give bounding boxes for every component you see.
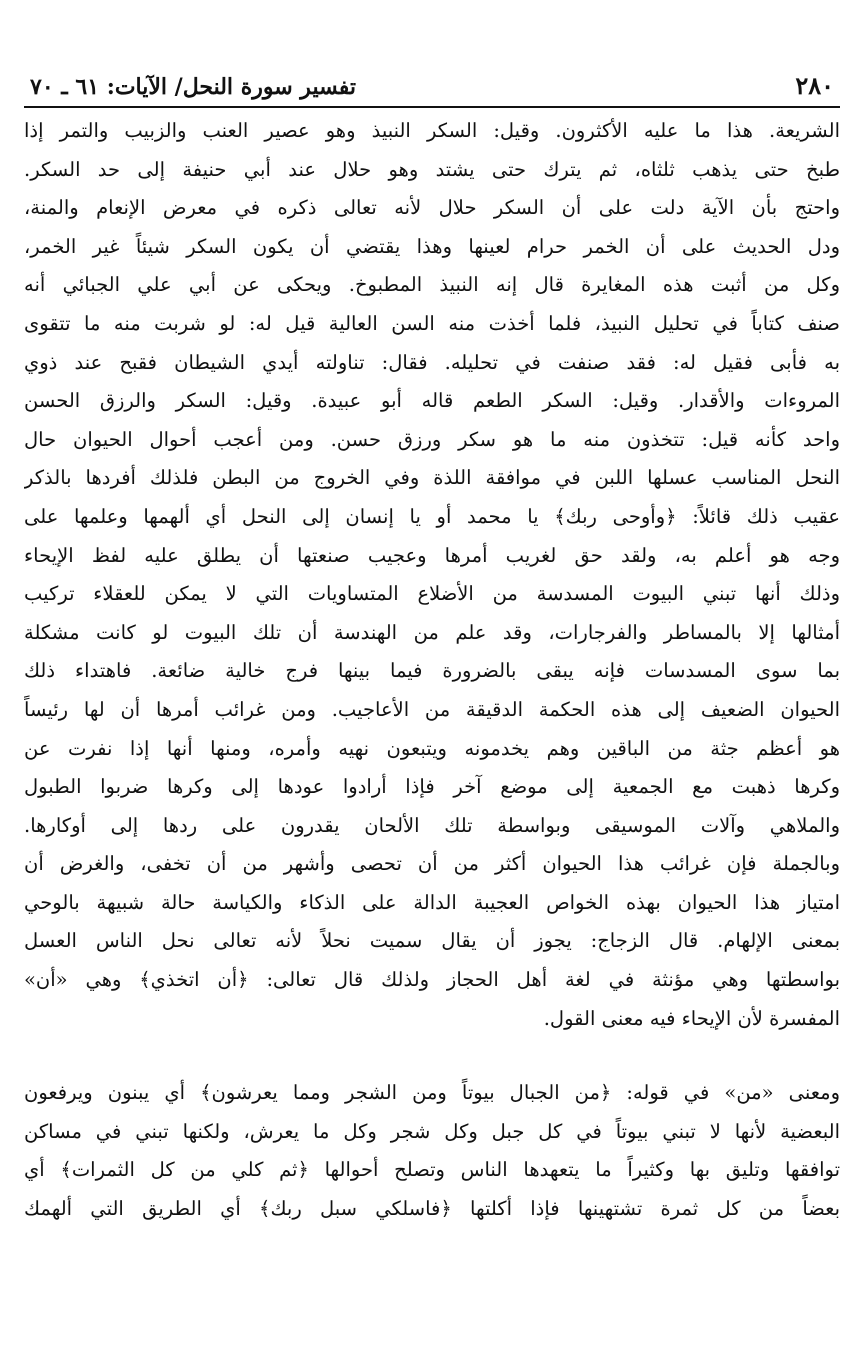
body-text [24,112,840,1229]
text-line: المروءات والأقدار. وقيل: السكر الطعم قاله أبو عبيدة. وقيل: السكر والرزق الحسن [24,389,840,413]
text-line: وبالجملة فإن غرائب هذا الحيوان أكثر من أن تحصى وأشهر من أن تخفى، والغرض أن [24,852,840,876]
text-line: أمثالها إلا بالمساطر والفرجارات، وقد علم من الهندسة أن تلك البيوت لو كانت مشكلة [24,620,840,644]
text-line: والملاهي وآلات الموسيقى وبواسطة تلك الألحان يقدرون على ردها إلى أوكارها. [24,813,840,837]
text-line: واحد كأنه قيل: تتخذون منه ما هو سكر ورزق حسن. ومن أعجب أحوال الحيوان حال [24,427,840,451]
text-line: بما سوى المسدسات فإنه يبقى بالضرورة فيما بينها فرج خالية ضائعة. فاهتداء ذلك [24,659,840,683]
document-page [24,62,840,1352]
text-line: بعضاً من كل ثمرة تشتهينها فإذا أكلتها ﴿فاسلكي سبل ربك﴾ أي الطريق التي ألهمك [24,1197,840,1221]
text-line: وكرها ذهبت مع الجمعية إلى موضع آخر فإذا أرادوا عودها إلى وكرها ضربوا الطبول [24,775,840,799]
page-number: ٢٨٠ [795,71,834,100]
running-title: تفسير سورة النحل/ الآيات: ٦١ ـ ٧٠ [30,74,356,100]
paragraph-1 [24,112,840,1038]
text-line: ودل الحديث على أن الخمر حرام لعينها وهذا يقتضي أن يكون السكر شيئاً غير الخمر، [24,234,840,258]
page-header [24,62,840,108]
text-line: توافقها وتليق بها وكثيراً ما يتعهدها الناس وتصلح أحوالها ﴿ثم كلي من كل الثمرات﴾ أي [24,1158,840,1182]
text-line: الشريعة. هذا ما عليه الأكثرون. وقيل: السكر النبيذ وهو عصير العنب والزبيب والتمر إذا [24,119,840,142]
text-line: امتياز هذا الحيوان بهذه الخواص العجيبة الدالة على الذكاء والكياسة حالة شبيهة بالوحي [24,890,840,914]
text-line: البعضية لأنها لا تبني بيوتاً في كل جبل وكل شجر وكل ما يعرش، ولكنها تبني في مساكن [24,1119,840,1143]
text-line: طبخ حتى يذهب ثلثاه، ثم يترك حتى يشتد وهو حلال عند أبي حنيفة إلى حد السكر. [24,157,840,181]
text-line: واحتج بأن الآية دلت على أن السكر حلال لأنه تعالى ذكره في معرض الإنعام والمنة، [24,196,840,220]
text-line: وجه هو أعلم به، ولقد حق لغريب أمرها وعجيب صنعتها أن يطلق عليه لفظ الإيحاء [24,543,840,567]
text-line: النحل المناسب عسلها اللبن في موافقة اللذة وفي الخروج من البطن فلذلك أفردها بالذكر [24,466,840,490]
text-line: بمعنى الإلهام. قال الزجاج: يجوز أن يقال سميت نحلاً لأنه تعالى نحل الناس العسل [24,929,840,953]
text-line: صنف كتاباً في تحليل النبيذ، فلما أخذت منه السن العالية قيل له: لو شربت منه ما تتقوى [24,311,840,335]
text-line: وكل من أثبت هذه المغايرة قال إنه النبيذ المطبوخ. ويحكى عن أبي علي الجبائي أنه [24,273,840,297]
text-line: وذلك أنها تبني البيوت المسدسة من الأضلاع المتساويات التي لا يمكن للعقلاء تركيب [24,582,840,606]
text-line: بواسطتها وهي مؤنثة في لغة أهل الحجاز ولذلك قال تعالى: ﴿أن اتخذي﴾ وهي «أن» [24,968,840,992]
paragraph-gap [24,1038,840,1074]
text-line: هو أعظم جثة من الباقين وهم يخدمونه ويتبعون نهيه وأمره، ومنها أنها إذا نفرت عن [24,736,840,760]
text-line: الحيوان الضعيف إلى هذه الحكمة الدقيقة من الأعاجيب. ومن غرائب أمرها أن لها رئيساً [24,697,840,721]
paragraph-2 [24,1074,840,1228]
text-line: المفسرة لأن الإيحاء فيه معنى القول. [543,1006,840,1030]
text-line: ومعنى «من» في قوله: ﴿من الجبال بيوتاً ومن الشجر ومما يعرشون﴾ أي يبنون ويرفعون [24,1081,840,1105]
text-line: به فأبى فقيل له: فقد صنفت في تحليله. فقال: تناولته أيدي الشيطان فقبح عند ذوي [24,350,840,374]
text-line: عقيب ذلك قائلاً: ﴿وأوحى ربك﴾ يا محمد أو يا إنسان إلى النحل أي ألهمها وعلمها على [24,504,840,528]
